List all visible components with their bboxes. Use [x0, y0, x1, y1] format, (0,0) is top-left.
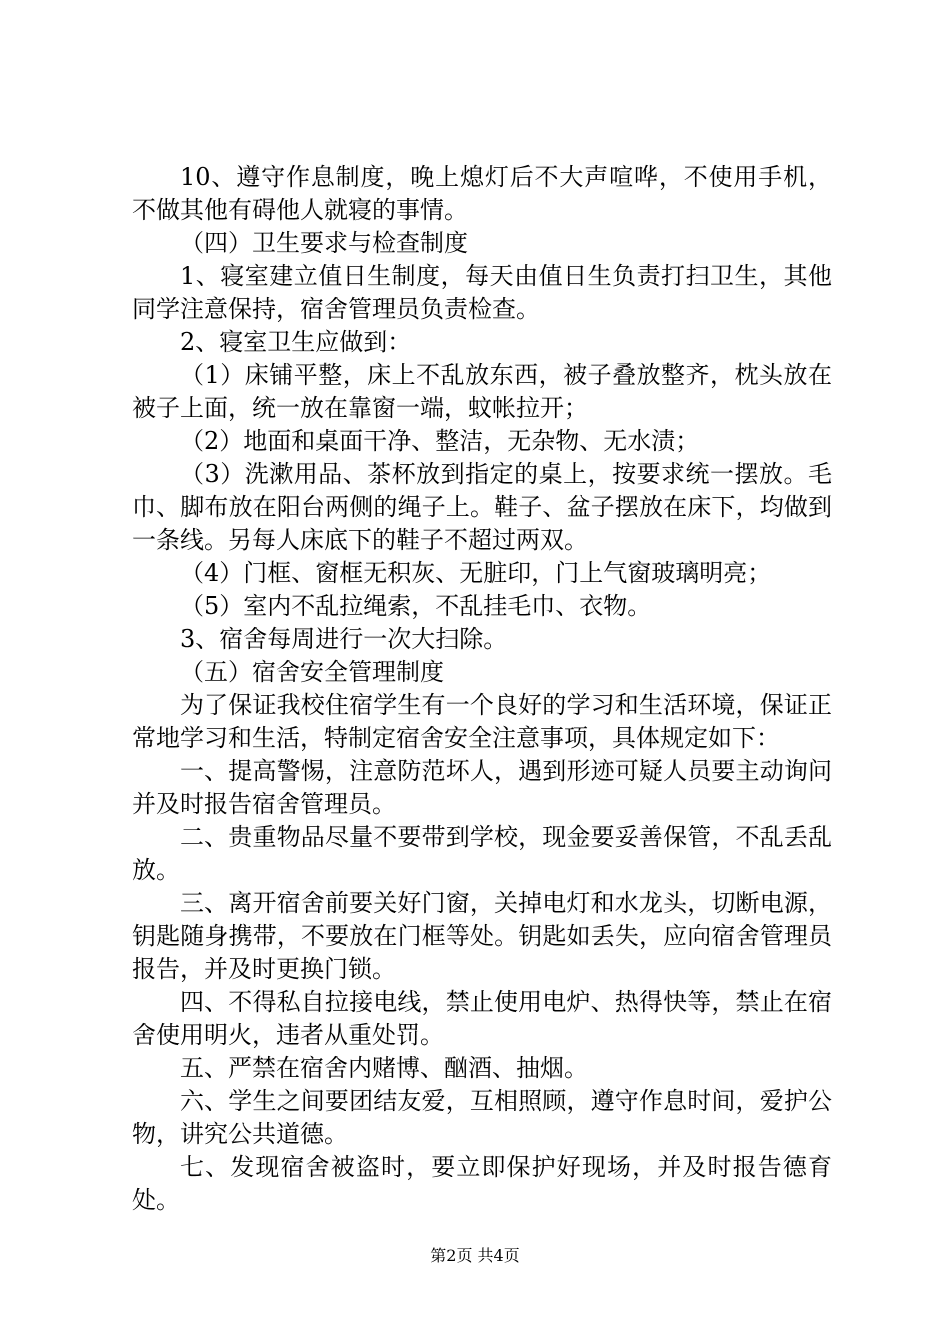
- paragraph: 1、寝室建立值日生制度，每天由值日生负责打扫卫生，其他同学注意保持，宿舍管理员负责检查。: [132, 262, 832, 323]
- paragraph: 2、寝室卫生应做到：: [180, 328, 412, 356]
- document-body: [132, 161, 832, 1217]
- paragraph: 六、学生之间要团结友爱，互相照顾，遵守作息时间，爱护公物，讲究公共道德。: [132, 1087, 832, 1148]
- paragraph: （5）室内不乱拉绳索，不乱挂毛巾、衣物。: [180, 592, 652, 620]
- paragraph: 一、提高警惕，注意防范坏人，遇到形迹可疑人员要主动询问并及时报告宿舍管理员。: [132, 757, 832, 818]
- paragraph: 七、发现宿舍被盗时，要立即保护好现场，并及时报告德育处。: [132, 1153, 832, 1214]
- paragraph: 三、离开宿舍前要关好门窗，关掉电灯和水龙头，切断电源，钥匙随身携带，不要放在门框等处。钥匙如丢失，应向宿舍管理员报告，并及时更换门锁。: [132, 889, 832, 983]
- paragraph: 二、贵重物品尽量不要带到学校，现金要妥善保管，不乱丢乱放。: [132, 823, 832, 884]
- paragraph: （1）床铺平整，床上不乱放东西，被子叠放整齐，枕头放在被子上面，统一放在靠窗一端，蚊帐拉开；: [132, 361, 832, 422]
- paragraph: 10、遵守作息制度，晚上熄灯后不大声喧哗，不使用手机，不做其他有碍他人就寝的事情。: [132, 163, 832, 224]
- page-number-footer: 第2页 共4页: [430, 1246, 520, 1265]
- section-heading: （四）卫生要求与检查制度: [180, 229, 468, 257]
- paragraph: 五、严禁在宿舍内赌博、酗酒、抽烟。: [180, 1054, 588, 1082]
- paragraph: 为了保证我校住宿学生有一个良好的学习和生活环境，保证正常地学习和生活，特制定宿舍安全注意事项，具体规定如下：: [132, 691, 832, 752]
- paragraph: （3）洗漱用品、茶杯放到指定的桌上，按要求统一摆放。毛巾、脚布放在阳台两侧的绳子上。鞋子、盆子摆放在床下，均做到一条线。另每人床底下的鞋子不超过两双。: [132, 460, 832, 554]
- paragraph: 四、不得私自拉接电线，禁止使用电炉、热得快等，禁止在宿舍使用明火，违者从重处罚。: [132, 988, 832, 1049]
- paragraph: （2）地面和桌面干净、整洁，无杂物、无水渍；: [180, 427, 700, 455]
- section-heading: （五）宿舍安全管理制度: [180, 658, 444, 686]
- paragraph: （4）门框、窗框无积灰、无脏印，门上气窗玻璃明亮；: [180, 559, 772, 587]
- paragraph: 3、宿舍每周进行一次大扫除。: [180, 625, 508, 653]
